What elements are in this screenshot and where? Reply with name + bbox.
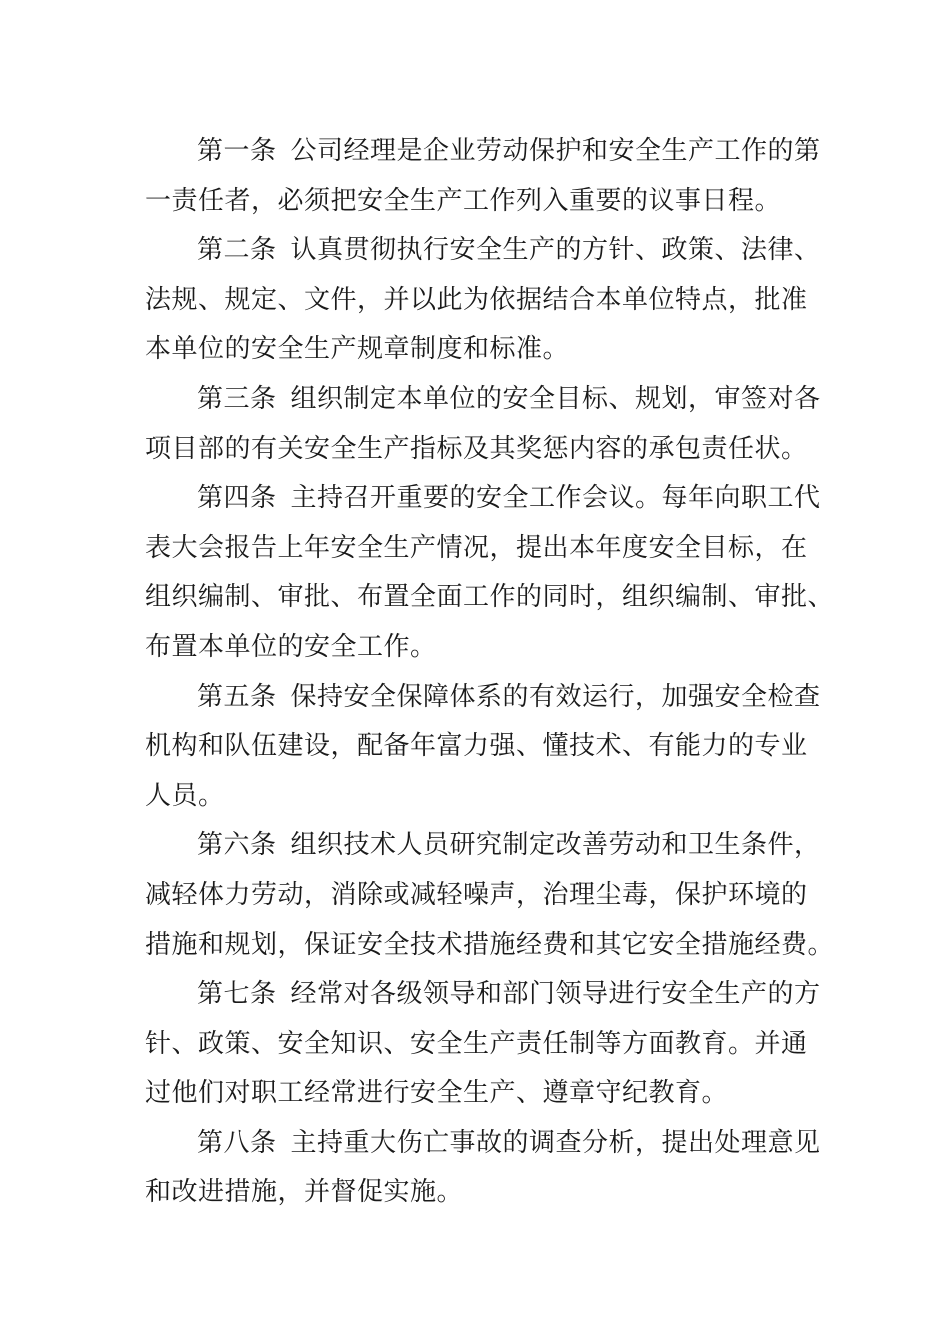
article-text-line: 表大会报告上年安全生产情况，提出本年度安全目标，在 — [145, 532, 808, 563]
article-text-line: 减轻体力劳动，消除或减轻噪声，治理尘毒，保护环境的 — [145, 879, 808, 910]
article-first-line — [145, 474, 821, 524]
article-1 — [145, 127, 821, 226]
article-text: 公司经理是企业劳动保护和安全生产工作的第 — [290, 136, 821, 166]
article-4 — [145, 474, 835, 672]
article-first-line — [145, 970, 821, 1020]
article-2 — [145, 226, 821, 375]
article-8 — [145, 1119, 821, 1218]
article-number: 第三条 — [197, 383, 277, 414]
article-5 — [145, 673, 821, 822]
article-text: 组织技术人员研究制定改善劳动和卫生条件， — [290, 830, 821, 861]
article-text: 组织制定本单位的安全目标、规划，审签对各 — [290, 383, 821, 414]
article-text-line: 本单位的安全生产规章制度和标准。 — [145, 334, 570, 365]
article-6 — [145, 821, 835, 970]
article-number: 第六条 — [197, 830, 277, 861]
article-text-line: 布置本单位的安全工作。 — [145, 631, 437, 662]
article-number: 第八条 — [197, 1127, 277, 1158]
article-number: 第二条 — [197, 235, 277, 266]
article-number: 第四条 — [197, 483, 277, 514]
article-text: 经常对各级领导和部门领导进行安全生产的方 — [290, 979, 821, 1010]
article-text-line: 一责任者，必须把安全生产工作列入重要的议事日程。 — [145, 185, 782, 216]
article-text-line: 组织编制、审批、布置全面工作的同时，组织编制、审批、 — [145, 582, 835, 613]
article-number: 第一条 — [197, 136, 277, 166]
article-text: 认真贯彻执行安全生产的方针、政策、法律、 — [290, 235, 821, 266]
article-first-line — [145, 673, 821, 723]
article-number: 第七条 — [197, 979, 277, 1010]
article-text-line: 机构和队伍建设，配备年富力强、懂技术、有能力的专业 — [145, 731, 808, 762]
article-3 — [145, 375, 821, 474]
article-text-line: 措施和规划，保证安全技术措施经费和其它安全措施经费。 — [145, 929, 835, 960]
article-text: 主持召开重要的安全工作会议。每年向职工代 — [290, 483, 821, 514]
article-text-line: 人员。 — [145, 780, 225, 811]
article-text-line: 针、政策、安全知识、安全生产责任制等方面教育。并通 — [145, 1028, 808, 1059]
article-first-line — [145, 226, 821, 276]
article-text-line: 项目部的有关安全生产指标及其奖惩内容的承包责任状。 — [145, 433, 808, 464]
article-first-line — [145, 375, 821, 425]
article-first-line — [145, 821, 821, 871]
document-body — [145, 127, 835, 1218]
article-first-line — [145, 127, 821, 177]
article-7 — [145, 970, 821, 1119]
article-first-line — [145, 1119, 821, 1169]
article-text-line: 法规、规定、文件，并以此为依据结合本单位特点，批准 — [145, 284, 808, 315]
article-text: 主持重大伤亡事故的调查分析，提出处理意见 — [290, 1127, 821, 1158]
article-number: 第五条 — [197, 681, 277, 712]
article-text: 保持安全保障体系的有效运行，加强安全检查 — [290, 681, 821, 712]
article-text-line: 过他们对职工经常进行安全生产、遵章守纪教育。 — [145, 1078, 729, 1109]
article-text-line: 和改进措施，并督促实施。 — [145, 1177, 464, 1208]
